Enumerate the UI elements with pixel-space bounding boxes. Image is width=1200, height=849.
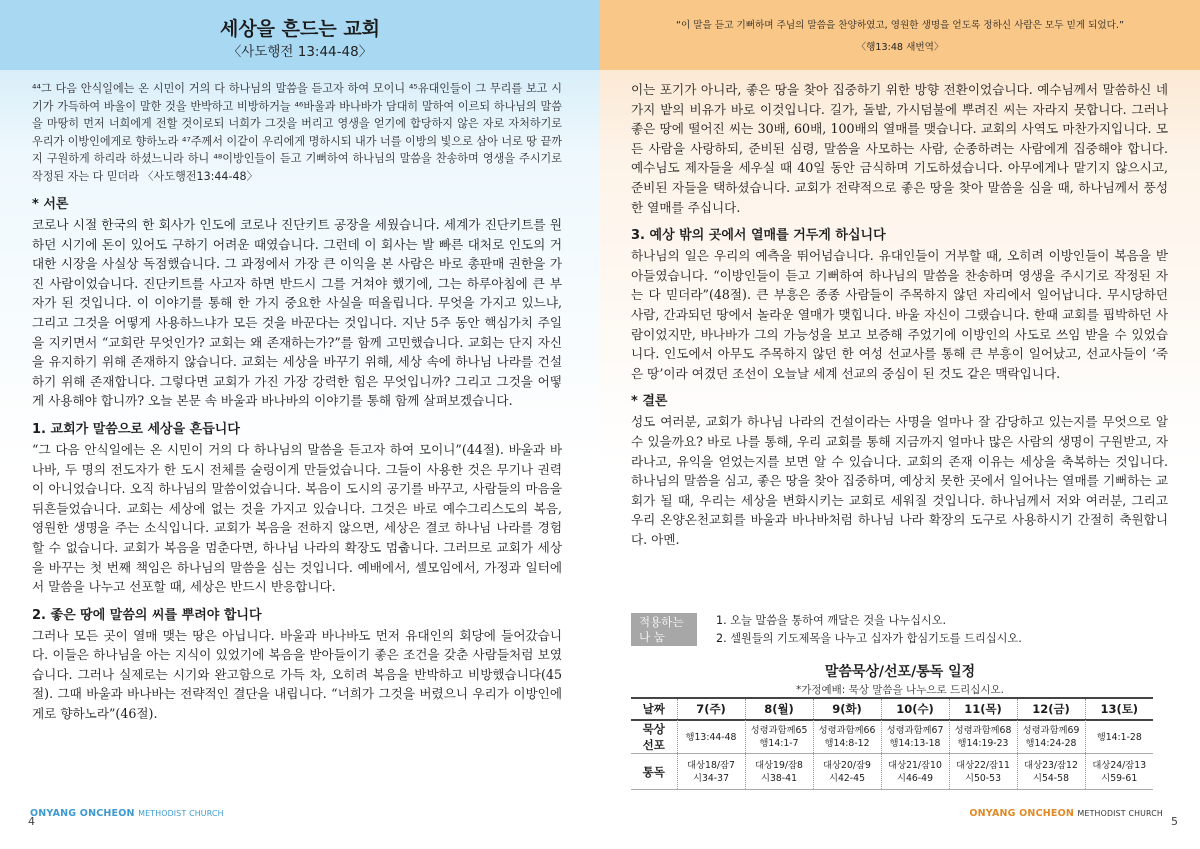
footer-brand: ONYANG ONCHEON	[30, 808, 135, 819]
intro-heading: * 서론	[32, 197, 69, 212]
schedule-header-cell: 9(화)	[813, 698, 881, 720]
verse-quote-reference: 〈행13:48 새번역〉	[856, 42, 944, 53]
reading-top: 대상24/잠13	[1092, 759, 1147, 771]
schedule-cell	[881, 720, 949, 754]
reading-bottom: 시54-58	[1033, 772, 1069, 784]
section2-continued: 이는 포기가 아니라, 좋은 땅을 찾아 집중하기 위한 방향 전환이었습니다. 예수님께서 말씀하신 네 가지 밭의 비유가 바로 이것입니다. 길가, 돌밭, 가시덤불에 뿌려진 씨는 자라지 못합니다. 그러나 좋은 땅에 떨어진 씨는 30배, 60배, 100배의 열매를 맺습니다. 교회의 사역도 마찬가지입니다. 모든 사람을 사랑하되, 준비된 심령, 말씀을 사모하는 사람, 순종하려는 사람에게 집중해야 합니다. 예수님도 제자들을 세우실 때 40일 동안 금식하며 기도하셨습니다. 아무에게나 맡기지 않으시고, 준비된 자들을 택하셨습니다. 교회가 전략적으로 좋은 땅을 찾아 말씀을 심을 때, 하나님께서 풍성한 열매를 주십니다.	[631, 82, 1168, 215]
verse-quote: “이 말을 듣고 기뻐하며 주님의 말씀을 찬양하였고, 영원한 생명을 얻도록 정하신 사람은 모두 믿게 되었다.”	[676, 20, 1124, 31]
right-header-banner	[600, 0, 1200, 70]
footer-brand-small: METHODIST CHURCH	[1077, 809, 1163, 818]
schedule-header-cell: 11(목)	[949, 698, 1017, 720]
application-badge-line2: 나 눔	[639, 630, 665, 644]
meditation-ref: 행14:24-28	[1025, 738, 1077, 749]
application-list	[716, 612, 1171, 647]
footer-brand: ONYANG ONCHEON	[969, 808, 1075, 819]
schedule-header-cell: 날짜	[631, 698, 677, 720]
schedule-reading-row	[631, 754, 1153, 790]
application-badge-line1: 적용하는	[639, 615, 684, 629]
meditation-text: 성령과함께65	[750, 725, 808, 736]
meditation-text: 성령과함께66	[818, 725, 876, 736]
schedule-cell	[677, 754, 745, 790]
reading-top: 대상20/잠9	[823, 759, 871, 771]
schedule-cell	[1017, 720, 1085, 754]
schedule-cell	[677, 720, 745, 754]
schedule-cell	[881, 754, 949, 790]
section2-paragraph: 그러나 모든 곳이 열매 맺는 땅은 아닙니다. 바울과 바나바도 먼저 유대인의 회당에 들어갔습니다. 이들은 하나님을 아는 지식이 있었기에 복음을 받아들이기 좋은 조건을 갖춘 사람들처럼 보였습니다. 그러나 실제로는 시기와 완고함으로 가득 차, 오히려 복음을 반박하고 비방했습니다(45절). 그때 바울과 바나바는 전략적인 결단을 내립니다. “너희가 그것을 버렸으니 우리가 이방인에게로 향하노라”(46절).	[32, 627, 562, 722]
right-page	[600, 0, 1200, 849]
reading-bottom: 시46-49	[897, 772, 933, 784]
right-footer-logo	[969, 808, 1163, 819]
schedule-cell	[745, 720, 813, 754]
conclusion-paragraph: 성도 여러분, 교회가 하나님 나라의 건설이라는 사명을 얼마나 잘 감당하고 있는지를 무엇으로 알 수 있을까요? 바로 나를 통해, 우리 교회를 통해 지금까지 얼마나 많은 사람의 생명이 구원받고, 자라나고, 유익을 얻었는지를 보면 알 수 있습니다. 교회의 존재 이유는 세상을 축복하는 것입니다. 하나님의 말씀을 심고, 좋은 땅을 찾아 집중하며, 예상치 못한 곳에서 일어나는 열매를 기뻐하는 교회가 될 때, 우리는 세상을 변화시키는 교회로 세워질 것입니다. 하나님께서 저와 여러분, 그리고 우리 온양온천교회를 바울과 바나바처럼 하나님 나라 확장의 도구로 사용하시기 간절히 축원합니다. 아멘.	[631, 414, 1168, 547]
reading-bottom: 시34-37	[693, 772, 729, 784]
schedule-header-cell: 7(주)	[677, 698, 745, 720]
schedule-cell	[1085, 754, 1153, 790]
schedule-title: 말씀묵상/선포/통독 일정	[824, 664, 976, 680]
schedule-cell	[813, 754, 881, 790]
application-badge	[631, 613, 697, 646]
reading-bottom: 시42-45	[829, 772, 865, 784]
left-page-number: 4	[28, 815, 35, 828]
application-item: 1. 오늘 말씀을 통하여 깨달은 것을 나누십시오.	[716, 614, 947, 627]
conclusion-heading: * 결론	[631, 394, 668, 410]
schedule-cell	[1017, 754, 1085, 790]
section3-heading: 3. 예상 밖의 곳에서 열매를 거두게 하십니다	[631, 228, 886, 244]
meditation-text: 행13:44-48	[685, 731, 737, 743]
meditation-text: 성령과함께69	[1022, 725, 1080, 736]
meditation-label: 묵상	[642, 722, 665, 736]
sermon-title: 세상을 흔드는 교회	[219, 18, 381, 40]
schedule-header-cell: 13(토)	[1085, 698, 1153, 720]
application-box	[631, 611, 1171, 647]
reading-bottom: 시50-53	[965, 772, 1001, 784]
section2-heading: 2. 좋은 땅에 말씀의 씨를 뿌려야 합니다	[32, 607, 262, 623]
schedule-cell	[1085, 720, 1153, 754]
reading-top: 대상21/잠10	[888, 759, 942, 771]
schedule-cell	[745, 754, 813, 790]
right-page-number: 5	[1171, 815, 1178, 828]
reading-bottom: 시38-41	[761, 772, 797, 784]
reading-bottom: 시59-61	[1101, 772, 1138, 784]
application-item: 2. 셀원들의 기도제목을 나누고 십자가 합심기도를 드리십시오.	[716, 631, 1022, 645]
proclamation-label: 선포	[642, 738, 665, 752]
meditation-ref: 행14:19-23	[957, 738, 1009, 749]
intro-paragraph: 코로나 시절 한국의 한 회사가 인도에 코로나 진단키트 공장을 세웠습니다. 세계가 진단키트를 원하던 시기에 돈이 있어도 구하기 어려운 때였습니다. 그런데 이 회사는 발 빠른 대처로 인도의 거대한 시장을 사실상 독점했습니다. 그 과정에서 가장 큰 이익을 본 사람은 바로 총판매 권한을 가진 사람이었습니다. 진단키트를 사고자 하면 반드시 그를 거쳐야 했기에, 그는 하루아침에 큰 부자가 된 것입니다. 이 이야기를 통해 한 가지 중요한 사실을 떠올립니다. 무엇을 가지고 있느냐, 그리고 그것을 어떻게 사용하느냐가 모든 것을 바꾼다는 것입니다. 지난 5주 동안 핵심가치 주일을 지키면서 “교회란 무엇인가? 교회는 왜 존재하는가?”를 함께 고민했습니다. 교회는 단지 자신을 유지하기 위해 존재하지 않습니다. 교회는 세상을 바꾸기 위해, 세상 속에 하나님 나라를 건설하기 위해 존재합니다. 그렇다면 교회가 가진 가장 강력한 힘은 무엇입니까? 그리고 그것을 어떻게 사용해야 합니까? 오늘 본문 속 바울과 바나바의 이야기를 통해 함께 살펴보겠습니다.	[32, 217, 562, 409]
left-footer-logo	[30, 808, 224, 819]
footer-brand-small: METHODIST CHURCH	[138, 809, 224, 818]
reading-top: 대상19/잠8	[755, 759, 803, 771]
left-column	[32, 80, 562, 724]
sermon-reference: 〈사도행전 13:44-48〉	[227, 44, 373, 60]
meditation-text: 성령과함께68	[954, 725, 1012, 736]
schedule-cell	[813, 720, 881, 754]
schedule-note: *가정예배: 묵상 말씀을 나누으로 드리십시오.	[795, 684, 1005, 696]
schedule-cell	[949, 754, 1017, 790]
schedule-table	[631, 697, 1153, 790]
meditation-ref: 행14:1-7	[759, 738, 799, 749]
reading-top: 대상18/잠7	[687, 759, 735, 771]
meditation-text: 성령과함께67	[886, 725, 944, 736]
reading-top: 대상23/잠12	[1024, 759, 1078, 771]
reading-label: 통독	[631, 754, 677, 790]
section3-paragraph: 하나님의 일은 우리의 예측을 뛰어넘습니다. 유대인들이 거부할 때, 오히려 이방인들이 복음을 받아들였습니다. “이방인들이 듣고 기뻐하여 하나님의 말씀을 찬송하며 영생을 주시기로 작정된 자는 다 믿더라”(48절). 큰 부흥은 종종 사람들이 주목하지 않던 자리에서 일어납니다. 무시당하던 사람, 간과되던 땅에서 놀라운 열매가 맺힙니다. 바울 자신이 그랬습니다. 한때 교회를 핍박하던 사람이었지만, 바나바가 그의 가능성을 보고 보증해 주었기에 이방인의 사도로 쓰임 받을 수 있었습니다. 인도에서 아무도 주목하지 않던 한 여성 선교사를 통해 큰 부흥이 일어났고, 선교사들이 ‘죽은 땅’이라 여겼던 조선이 오늘날 세계 선교의 중심이 된 것도 같은 맥락입니다.	[631, 248, 1168, 381]
reading-top: 대상22/잠11	[956, 759, 1010, 771]
schedule-header-cell: 10(수)	[881, 698, 949, 720]
schedule-header-cell: 8(월)	[745, 698, 813, 720]
right-column	[631, 80, 1168, 549]
meditation-text: 행14:1-28	[1096, 731, 1142, 743]
scripture-passage: ⁴⁴그 다음 안식일에는 온 시민이 거의 다 하나님의 말씀을 듣고자 하여 모이니 ⁴⁵유대인들이 그 무리를 보고 시기가 가득하여 바울이 말한 것을 반박하고 비방하거늘 ⁴⁶바울과 바나바가 담대히 말하여 이르되 하나님의 말씀을 마땅히 먼저 너희에게 전할 것이로되 너희가 그것을 버리고 영생을 얻기에 합당하지 않은 자로 자처하기로 우리가 이방인에게로 향하노라 ⁴⁷주께서 이같이 우리에게 명하시되 내가 너를 이방의 빛으로 삼아 너로 땅 끝까지 구원하게 하리라 하셨느니라 하니 ⁴⁸이방인들이 듣고 기뻐하여 하나님의 말씀을 찬송하며 영생을 주시기로 작정된 자는 다 믿더라 〈사도행전13:44-48〉	[32, 82, 562, 183]
section1-heading: 1. 교회가 말씀으로 세상을 흔듭니다	[32, 421, 240, 437]
meditation-ref: 행14:13-18	[889, 738, 941, 749]
schedule-cell	[949, 720, 1017, 754]
section1-paragraph: “그 다음 안식일에는 온 시민이 거의 다 하나님의 말씀을 듣고자 하여 모이니”(44절). 바울과 바나바, 두 명의 전도자가 한 도시 전체를 술렁이게 만들었습니다. 그들이 사용한 것은 무기나 권력이 아니었습니다. 오직 하나님의 말씀이었습니다. 복음이 도시의 공기를 바꾸고, 사람들의 마음을 뒤흔들었습니다. 교회는 세상에 없는 것을 가지고 있습니다. 그것은 바로 예수그리스도의 복음, 영원한 생명을 주는 소식입니다. 교회가 복음을 전하지 않으면, 세상은 결코 하나님 나라를 경험할 수 없습니다. 교회가 복음을 멈춘다면, 하나님 나라의 확장도 멈춥니다. 그러므로 교회가 세상을 바꾸는 첫 번째 책임은 하나님의 말씀을 심는 것입니다. 예배에서, 셀모임에서, 가정과 일터에서 말씀을 나누고 선포할 때, 세상은 반드시 반응합니다.	[32, 441, 562, 595]
schedule-header-row	[631, 698, 1153, 720]
schedule-header-cell: 12(금)	[1017, 698, 1085, 720]
schedule-row-label	[631, 720, 677, 754]
meditation-ref: 행14:8-12	[824, 738, 870, 749]
